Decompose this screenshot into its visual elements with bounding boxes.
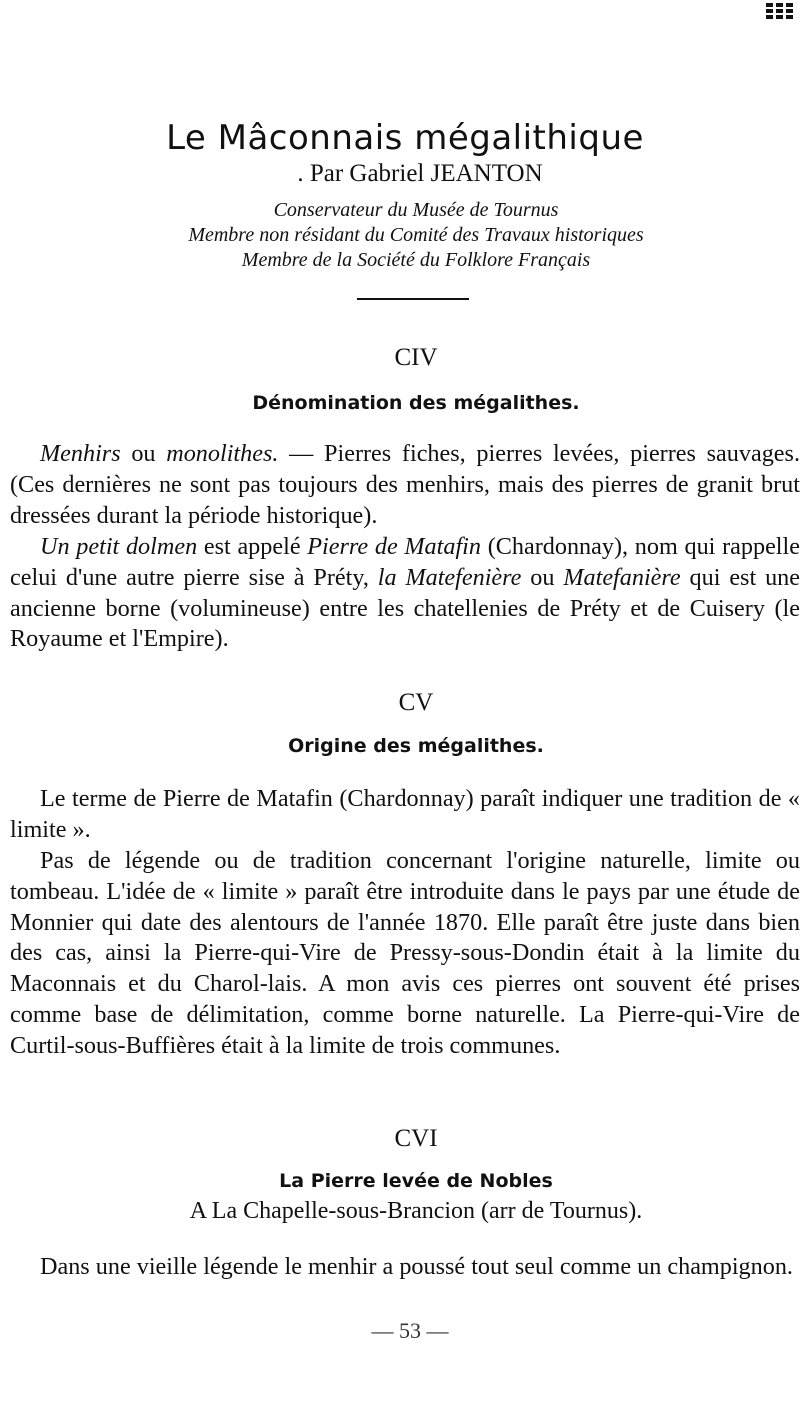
section-heading-cv: Origine des mégalithes. <box>288 735 544 757</box>
author-affiliation-1: Conservateur du Musée de Tournus <box>273 199 559 221</box>
title-divider <box>357 298 469 300</box>
corner-dots-icon <box>764 2 796 20</box>
paragraph-civ-1: Menhirs ou monolithes. — Pierres fiches, pierres levées, pierres sauvages. (Ces dernières ne sont pas toujours des menhirs, mais des pierres de granit brut dressées durant la période historique). <box>10 440 801 529</box>
author-affiliation-2: Membre non résidant du Comité des Travaux historiques <box>188 224 644 246</box>
section-number-civ: CIV <box>394 344 438 371</box>
paragraph-cvi-1: Dans une vieille légende le menhir a poussé tout seul comme un champignon. <box>40 1253 793 1280</box>
article-title: Le Mâconnais mégalithique <box>166 118 644 158</box>
section-subheading-cvi: A La Chapelle-sous-Brancion (arr de Tournus). <box>189 1198 643 1224</box>
section-number-cv: CV <box>398 689 434 716</box>
page-number: — 53 — <box>371 1318 449 1343</box>
author-affiliation-3: Membre de la Société du Folklore Français <box>241 249 591 271</box>
paragraph-cv-2: Pas de légende ou de tradition concernant l'origine naturelle, limite ou tombeau. L'idée de « limite » paraît être introduite dans le pays par une étude de Monnier qui date des alentours de l'année 1870. Elle paraît être juste dans bien des cas, ainsi la Pierre-qui-Vire de Pressy-sous-Dondin était à la limite du Maconnais et du Charol-lais. A mon avis ces pierres ont souvent été prises comme base de délimitation, comme borne naturelle. La Pierre-qui-Vire de Curtil-sous-Buffières était à la limite de trois communes. <box>10 847 800 1059</box>
term-monolithes: monolithes. <box>166 440 279 467</box>
paragraph-civ-2: Un petit dolmen est appelé Pierre de Matafin (Chardonnay), nom qui rappelle celui d'une autre pierre sise à Préty, la Matefenière ou Matefanière qui est une ancienne borne (volumineuse) entre les chatellenies de Préty et de Cuisery (le Royaume et l'Empire). <box>10 533 800 653</box>
section-number-cvi: CVI <box>394 1125 438 1152</box>
section-heading-cvi: La Pierre levée de Nobles <box>279 1170 553 1192</box>
term-menhirs: Menhirs <box>40 440 121 467</box>
article-author: . Par Gabriel JEANTON <box>297 160 543 187</box>
paragraph-cv-1: Le terme de Pierre de Matafin (Chardonnay) paraît indiquer une tradition de « limite ». <box>10 785 800 843</box>
section-heading-civ: Dénomination des mégalithes. <box>252 392 580 414</box>
